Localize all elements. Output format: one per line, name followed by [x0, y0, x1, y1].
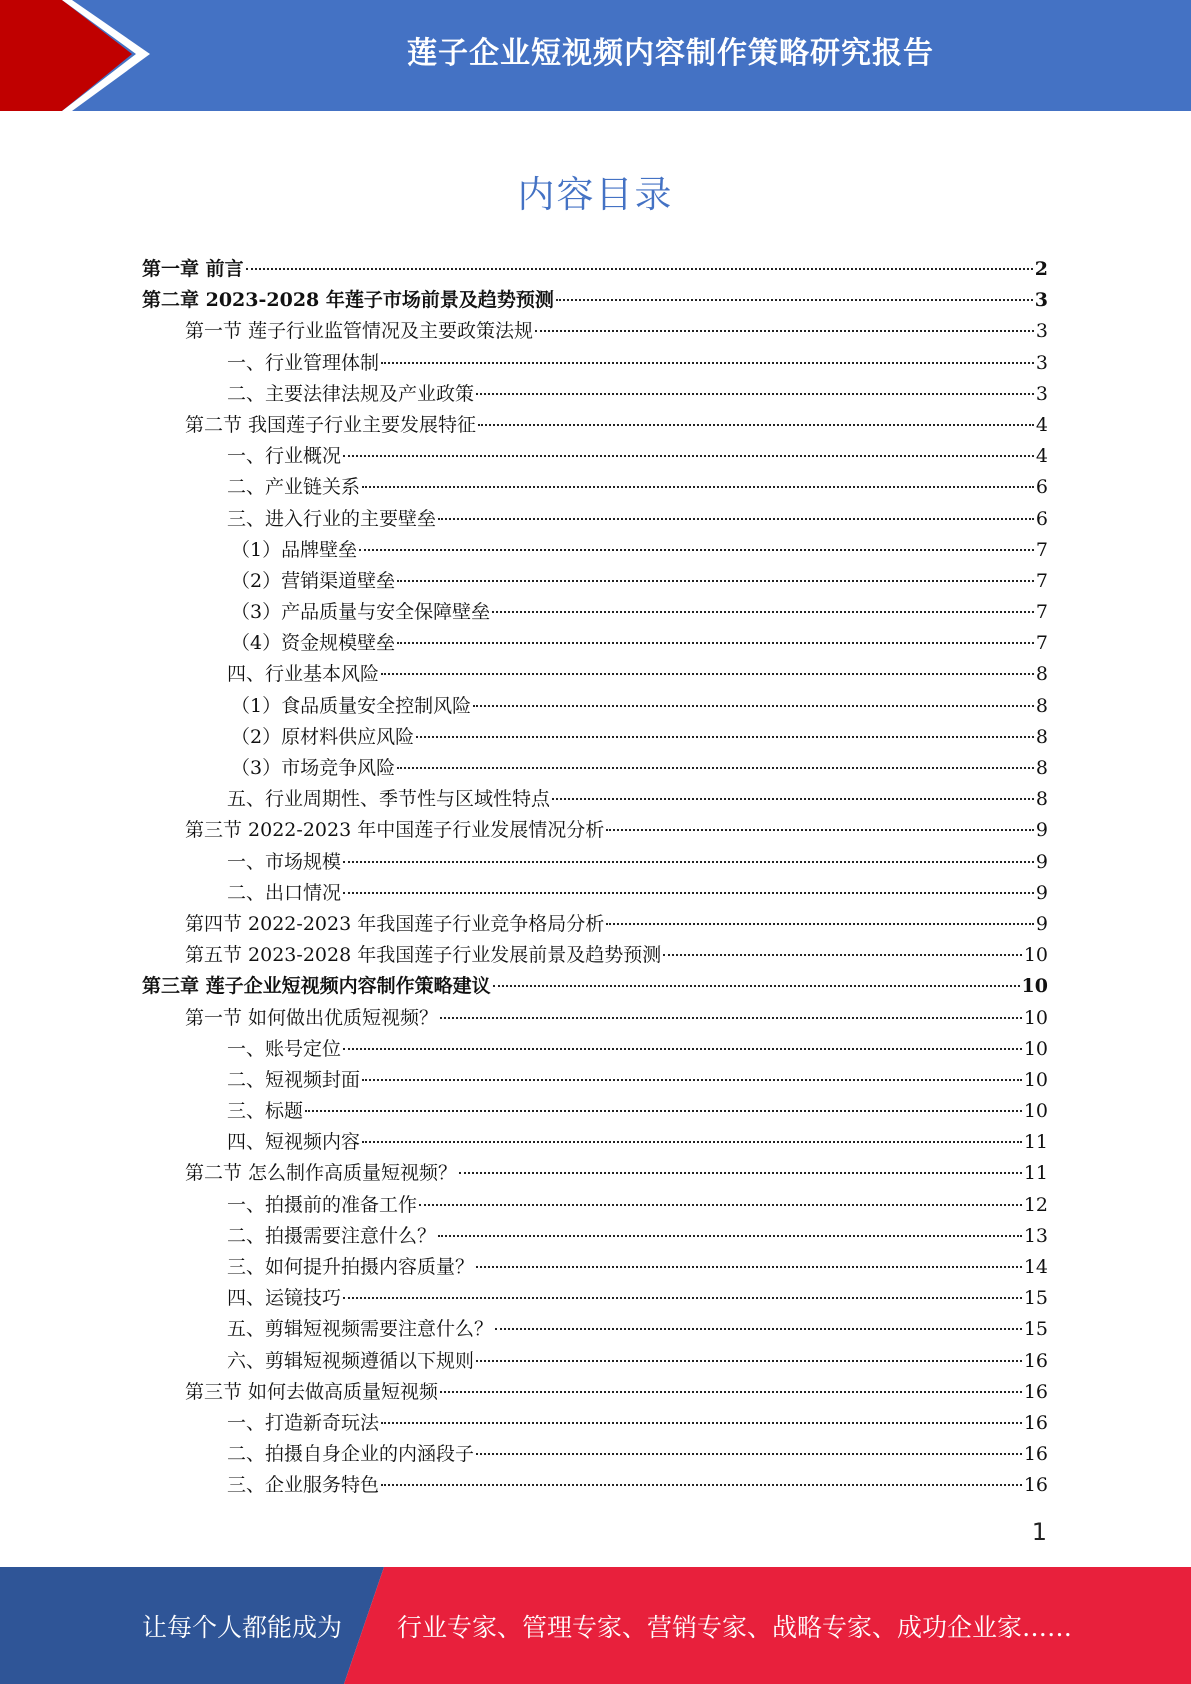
toc-dot-leader [663, 954, 1022, 956]
toc-dot-leader [381, 1422, 1022, 1424]
toc-entry[interactable] [142, 971, 1048, 1002]
toc-entry-title: 三、进入行业的主要壁垒 [227, 507, 437, 530]
toc-entry-title: 二、拍摄需要注意什么？ [227, 1224, 437, 1247]
toc-entry-page: 2 [1034, 258, 1048, 280]
toc-entry-page: 10 [1023, 1006, 1048, 1029]
toc-dot-leader [246, 268, 1033, 270]
toc-entry[interactable] [142, 722, 1048, 753]
toc-entry-page: 9 [1035, 912, 1048, 935]
toc-entry-page: 3 [1035, 382, 1048, 405]
toc-entry[interactable] [142, 1314, 1048, 1345]
toc-entry-page: 10 [1023, 1068, 1048, 1091]
footer-slogan-left: 让每个人都能成为 [142, 1612, 343, 1642]
toc-entry[interactable] [142, 1252, 1048, 1283]
toc-dot-leader [362, 486, 1034, 488]
toc-entry-title: 四、行业基本风险 [227, 663, 380, 686]
toc-dot-leader [343, 455, 1034, 457]
toc-dot-leader [362, 1141, 1022, 1143]
toc-entry-title: 一、市场规模 [227, 850, 342, 873]
toc-entry-title: 第四节 2022-2023 年我国莲子行业竞争格局分析 [185, 912, 605, 935]
toc-entry[interactable] [142, 1283, 1048, 1314]
toc-entry-page: 16 [1023, 1443, 1048, 1466]
toc-entry-page: 6 [1035, 476, 1048, 499]
toc-entry-title: （3）产品质量与安全保障壁垒 [231, 601, 491, 624]
toc-entry[interactable] [142, 441, 1048, 472]
toc-entry-page: 15 [1023, 1287, 1048, 1310]
toc-entry[interactable] [142, 1190, 1048, 1221]
toc-dot-leader [381, 673, 1034, 675]
toc-dot-leader [552, 798, 1034, 800]
toc-entry-page: 8 [1035, 788, 1048, 811]
toc-dot-leader [397, 767, 1034, 769]
toc-entry-page: 15 [1023, 1318, 1048, 1341]
toc-entry-title: （3）市场竞争风险 [231, 757, 396, 779]
toc-dot-leader [440, 1391, 1022, 1393]
toc-entry[interactable] [142, 878, 1048, 909]
toc-entry-page: 10 [1023, 944, 1048, 967]
toc-entry-page: 9 [1035, 850, 1048, 873]
red-arrow-decoration [0, 0, 160, 111]
toc-entry[interactable] [142, 940, 1048, 971]
toc-entry-page: 11 [1023, 1131, 1048, 1154]
toc-entry[interactable] [142, 659, 1048, 690]
toc-entry-page: 7 [1035, 632, 1048, 655]
toc-entry-title: 第三节 如何去做高质量短视频 [185, 1380, 439, 1403]
toc-dot-leader [343, 861, 1034, 863]
toc-dot-leader [343, 1297, 1022, 1299]
toc-dot-leader [473, 705, 1034, 707]
toc-entry-title: 二、拍摄自身企业的内涵段子 [227, 1443, 475, 1466]
toc-dot-leader [535, 330, 1034, 332]
toc-entry-title: 一、账号定位 [227, 1037, 342, 1060]
table-of-contents [142, 254, 1048, 1502]
toc-entry-page: 9 [1035, 881, 1048, 904]
toc-entry-title: 第二节 我国莲子行业主要发展特征 [185, 413, 477, 436]
toc-entry[interactable] [142, 285, 1048, 316]
toc-entry-page: 8 [1035, 757, 1048, 779]
toc-entry[interactable] [142, 410, 1048, 441]
toc-entry-page: 7 [1035, 601, 1048, 624]
toc-entry-title: 五、剪辑短视频需要注意什么？ [227, 1318, 494, 1341]
toc-entry-title: 三、标题 [227, 1100, 304, 1123]
toc-entry-title: 第一章 前言 [142, 258, 244, 280]
toc-dot-leader [476, 1266, 1022, 1268]
toc-dot-leader [476, 393, 1034, 395]
footer-slogan-right: 行业专家、管理专家、营销专家、战略专家、成功企业家…… [397, 1612, 1073, 1642]
toc-entry[interactable] [142, 1439, 1048, 1470]
toc-dot-leader [397, 642, 1034, 644]
toc-entry[interactable] [142, 348, 1048, 379]
toc-entry-page: 16 [1023, 1349, 1048, 1372]
toc-entry[interactable] [142, 1003, 1048, 1034]
toc-entry[interactable] [142, 691, 1048, 722]
toc-entry-title: 第五节 2023-2028 年我国莲子行业发展前景及趋势预测 [185, 944, 662, 967]
toc-entry-title: 第三章 莲子企业短视频内容制作策略建议 [142, 975, 491, 998]
toc-dot-leader [440, 1017, 1022, 1019]
toc-entry-title: 一、行业管理体制 [227, 351, 380, 374]
toc-entry-page: 7 [1035, 569, 1048, 592]
toc-entry[interactable] [142, 472, 1048, 503]
toc-entry-page: 11 [1023, 1162, 1048, 1185]
toc-entry[interactable] [142, 1377, 1048, 1408]
toc-dot-leader [362, 1079, 1022, 1081]
toc-entry[interactable] [142, 316, 1048, 347]
toc-entry-page: 16 [1023, 1380, 1048, 1403]
toc-entry[interactable] [142, 1470, 1048, 1501]
toc-entry[interactable] [142, 535, 1048, 566]
toc-entry-page: 3 [1034, 289, 1048, 312]
toc-dot-leader [381, 1484, 1022, 1486]
toc-entry-title: 第一节 如何做出优质短视频？ [185, 1006, 439, 1029]
toc-entry-page: 12 [1023, 1193, 1048, 1216]
toc-dot-leader [606, 829, 1034, 831]
toc-entry[interactable] [142, 504, 1048, 535]
toc-entry-page: 3 [1035, 351, 1048, 374]
toc-entry-title: 二、短视频封面 [227, 1068, 361, 1091]
toc-dot-leader [495, 1328, 1022, 1330]
toc-entry[interactable] [142, 847, 1048, 878]
toc-dot-leader [359, 549, 1034, 551]
toc-entry[interactable] [142, 379, 1048, 410]
toc-dot-leader [438, 1235, 1022, 1237]
toc-entry-page: 6 [1035, 507, 1048, 530]
toc-entry-title: 五、行业周期性、季节性与区域性特点 [227, 788, 551, 811]
toc-entry[interactable] [142, 1034, 1048, 1065]
toc-entry[interactable] [142, 815, 1048, 846]
toc-entry-title: 六、剪辑短视频遵循以下规则 [227, 1349, 475, 1372]
report-title: 莲子企业短视频内容制作策略研究报告 [407, 36, 934, 71]
toc-entry-page: 13 [1023, 1224, 1048, 1247]
toc-dot-leader [476, 1360, 1022, 1362]
toc-entry[interactable] [142, 1408, 1048, 1439]
toc-dot-leader [493, 985, 1020, 987]
toc-entry-title: （1）品牌壁垒 [231, 538, 358, 561]
toc-entry-page: 16 [1023, 1411, 1048, 1434]
toc-entry-title: 二、产业链关系 [227, 476, 361, 499]
toc-entry[interactable] [142, 784, 1048, 815]
toc-entry-title: （1）食品质量安全控制风险 [231, 694, 472, 717]
toc-entry-title: 二、主要法律法规及产业政策 [227, 382, 475, 405]
toc-dot-leader [397, 580, 1034, 582]
toc-entry-title: （4）资金规模壁垒 [231, 632, 396, 655]
toc-entry[interactable] [142, 1096, 1048, 1127]
toc-entry[interactable] [142, 1346, 1048, 1377]
toc-entry[interactable] [142, 909, 1048, 940]
toc-entry-title: 第一节 莲子行业监管情况及主要政策法规 [185, 320, 534, 343]
toc-entry[interactable] [142, 254, 1048, 285]
toc-dot-leader [478, 424, 1034, 426]
toc-entry[interactable] [142, 1065, 1048, 1096]
toc-entry-title: 四、运镜技巧 [227, 1287, 342, 1310]
toc-entry-title: 三、如何提升拍摄内容质量？ [227, 1256, 475, 1278]
toc-entry-page: 3 [1035, 320, 1048, 343]
toc-entry[interactable] [142, 1221, 1048, 1252]
toc-dot-leader [416, 736, 1034, 738]
toc-dot-leader [556, 299, 1033, 301]
toc-entry[interactable] [142, 628, 1048, 659]
toc-entry-title: 一、拍摄前的准备工作 [227, 1193, 418, 1216]
toc-entry-title: 第二节 怎么制作高质量短视频？ [185, 1162, 458, 1185]
toc-entry-page: 16 [1023, 1474, 1048, 1497]
toc-entry-title: （2）原材料供应风险 [231, 725, 415, 748]
toc-entry[interactable] [142, 753, 1048, 784]
toc-dot-leader [305, 1110, 1022, 1112]
toc-entry-page: 8 [1035, 694, 1048, 717]
toc-entry-title: 一、行业概况 [227, 445, 342, 468]
toc-dot-leader [419, 1204, 1022, 1206]
toc-entry-title: 一、打造新奇玩法 [227, 1411, 380, 1434]
toc-entry-page: 4 [1035, 445, 1048, 468]
toc-entry-page: 8 [1035, 663, 1048, 686]
toc-entry-page: 9 [1035, 819, 1048, 842]
toc-dot-leader [459, 1172, 1022, 1174]
toc-entry-title: 二、出口情况 [227, 881, 342, 904]
toc-dot-leader [343, 892, 1034, 894]
toc-entry-title: 三、企业服务特色 [227, 1474, 380, 1497]
page-number: 1 [1031, 1518, 1047, 1546]
toc-dot-leader [438, 518, 1034, 520]
toc-heading: 内容目录 [517, 173, 674, 216]
toc-entry[interactable] [142, 566, 1048, 597]
toc-entry[interactable] [142, 1158, 1048, 1189]
toc-entry-title: 第三节 2022-2023 年中国莲子行业发展情况分析 [185, 819, 605, 842]
toc-entry-page: 7 [1035, 538, 1048, 561]
toc-entry-page: 10 [1023, 1037, 1048, 1060]
toc-entry-title: 四、短视频内容 [227, 1131, 361, 1154]
toc-entry-page: 10 [1021, 975, 1048, 998]
toc-entry-title: 第二章 2023-2028 年莲子市场前景及趋势预测 [142, 289, 554, 312]
toc-entry-page: 8 [1035, 725, 1048, 748]
toc-entry[interactable] [142, 1127, 1048, 1158]
toc-dot-leader [476, 1453, 1022, 1455]
toc-dot-leader [492, 611, 1034, 613]
toc-entry-page: 14 [1023, 1256, 1048, 1278]
toc-dot-leader [381, 362, 1034, 364]
toc-entry[interactable] [142, 597, 1048, 628]
toc-dot-leader [606, 923, 1034, 925]
toc-dot-leader [343, 1048, 1022, 1050]
page-header [0, 0, 1191, 111]
page-footer [0, 1567, 1191, 1684]
toc-entry-title: （2）营销渠道壁垒 [231, 569, 396, 592]
toc-entry-page: 10 [1023, 1100, 1048, 1123]
toc-entry-page: 4 [1035, 413, 1048, 436]
